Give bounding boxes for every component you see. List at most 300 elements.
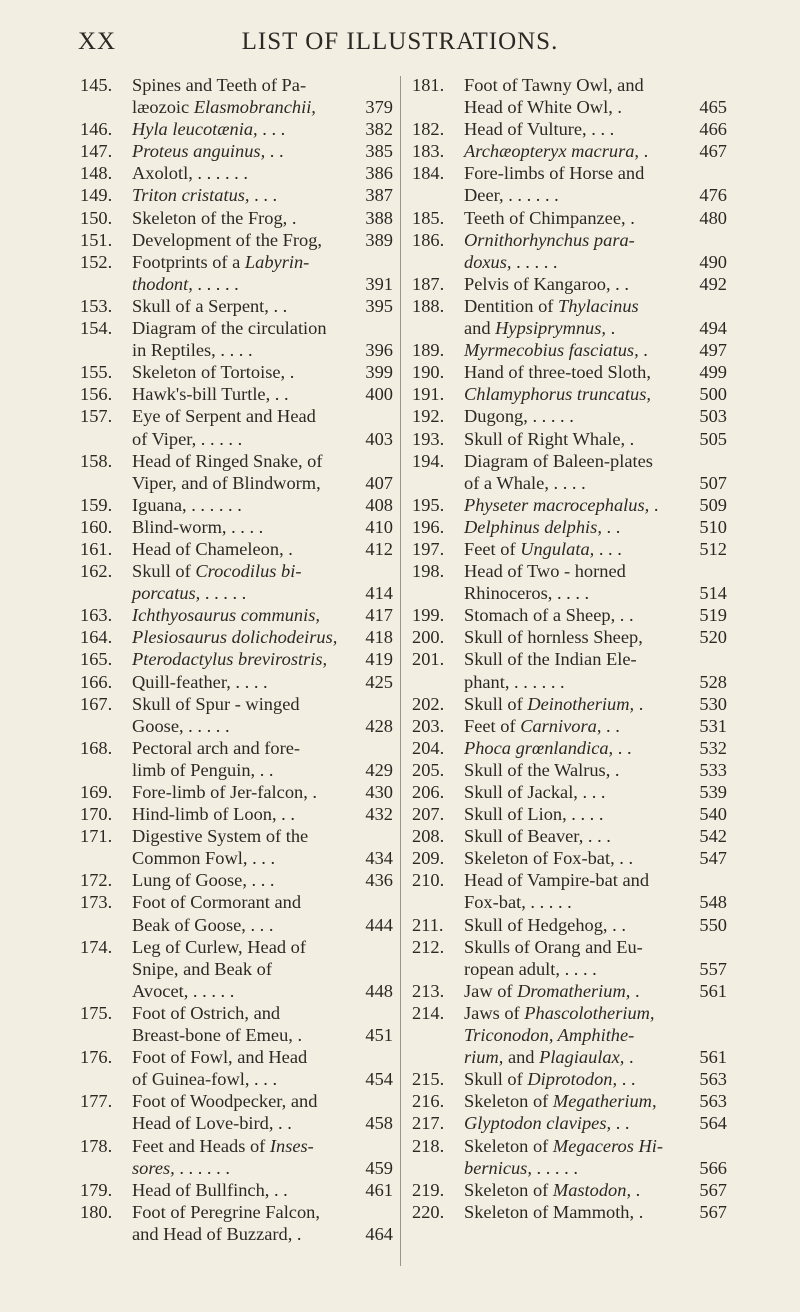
entry-page: 419	[365, 649, 393, 670]
illustration-entry	[412, 273, 727, 295]
left-column	[80, 74, 393, 1245]
illustration-entry	[412, 1112, 727, 1134]
entry-title-text: Diagram of the circulation	[132, 318, 327, 339]
entry-title-line	[464, 184, 727, 206]
illustration-entry	[80, 936, 393, 1002]
entry-title-line	[132, 317, 393, 339]
entry-title-line	[464, 891, 727, 913]
entry-page: 379	[365, 97, 393, 118]
illustration-entry	[80, 229, 393, 251]
entry-title-line	[464, 869, 727, 891]
entry-title-line	[464, 1135, 727, 1157]
entry-title-italic: doxus,	[464, 251, 512, 272]
entry-number: 158.	[80, 450, 113, 471]
entry-title-text: Head of Love-bird, . .	[132, 1113, 292, 1134]
entry-title-text: Skull of	[132, 561, 196, 582]
entry-title-line	[132, 626, 393, 648]
entry-title-line	[464, 1046, 727, 1068]
entry-page: 414	[365, 583, 393, 604]
entry-title-line	[132, 648, 393, 670]
page-number: XX	[78, 28, 117, 55]
entry-title-text: Axolotl, . . . . . .	[132, 163, 248, 184]
entry-number: 197.	[412, 538, 445, 559]
entry-title-text: Skull of Right Whale, .	[464, 428, 635, 449]
illustration-entry	[412, 980, 727, 1002]
entry-title-line	[464, 251, 727, 273]
entry-title-text: Snipe, and Beak of	[132, 958, 272, 979]
entry-title-text: Skeleton of	[464, 1179, 553, 1200]
entry-page: 539	[699, 782, 727, 802]
entry-title-line	[464, 1002, 727, 1024]
entry-number: 215.	[412, 1069, 445, 1090]
illustration-entry	[412, 1090, 727, 1112]
entry-title-text: Fox-bat, . . . . .	[464, 892, 572, 913]
entry-title-line	[464, 118, 727, 140]
entry-title-text: Fore-limb of Jer-falcon, .	[132, 782, 318, 802]
entry-title-line	[464, 715, 727, 737]
entry-title-italic: Proteus anguinus,	[132, 141, 266, 162]
entry-page: 395	[365, 295, 393, 316]
entry-title-line	[132, 825, 393, 847]
entry-number: 148.	[80, 163, 113, 184]
entry-title-text: Jaws of	[464, 1002, 525, 1023]
entry-title-line	[464, 803, 727, 825]
entry-title-italic: Plagiaulax,	[539, 1047, 625, 1068]
entry-title-line	[132, 715, 393, 737]
illustration-entry	[412, 803, 727, 825]
entry-page: 503	[699, 406, 727, 427]
illustration-entry	[80, 251, 393, 295]
entry-title-line	[132, 1135, 393, 1157]
entry-title-text: Head of Bullfinch, . .	[132, 1179, 288, 1200]
illustration-entry	[80, 383, 393, 405]
entry-page: 512	[699, 538, 727, 559]
entry-title-italic: Delphinus delphis,	[464, 516, 602, 537]
illustration-entry	[80, 140, 393, 162]
entry-title-line	[132, 361, 393, 383]
entry-page: 417	[365, 605, 393, 626]
entry-title-line	[464, 582, 727, 604]
entry-page: 547	[699, 848, 727, 869]
entry-title-text: . .	[601, 715, 620, 736]
illustration-entry	[80, 891, 393, 935]
entry-title-line	[464, 383, 727, 405]
entry-title-line	[132, 958, 393, 980]
entry-number: 199.	[412, 605, 445, 626]
entry-page: 391	[365, 273, 393, 294]
entry-number: 155.	[80, 362, 113, 383]
entry-title-text: . .	[613, 737, 632, 758]
entry-title-text: Skull of the Indian Ele-	[464, 649, 637, 670]
entry-title-text: Skull of Lion, . . . .	[464, 804, 604, 825]
entry-title-text: .	[630, 980, 640, 1001]
entry-page: 467	[699, 141, 727, 162]
entry-page: 428	[365, 715, 393, 736]
entry-page: 412	[365, 538, 393, 559]
entry-title-italic: Archæopteryx macrura,	[464, 141, 640, 162]
entry-title-text: Skull of Beaver, . . .	[464, 826, 611, 847]
entry-number: 161.	[80, 538, 113, 559]
entry-title-text: Goose, . . . . .	[132, 715, 230, 736]
entry-page: 399	[365, 362, 393, 383]
entry-title-text: . . .	[594, 538, 622, 559]
entry-title-text: Deer, . . . . . .	[464, 185, 559, 206]
entry-page: 476	[699, 185, 727, 206]
entry-title-text: Fore-limbs of Horse and	[464, 163, 645, 184]
entry-title-line	[132, 671, 393, 693]
entry-page: 418	[365, 627, 393, 648]
entry-title-text: Avocet, . . . . .	[132, 980, 235, 1001]
illustration-entry	[412, 737, 727, 759]
entry-title-line	[464, 1090, 727, 1112]
entry-number: 187.	[412, 273, 445, 294]
entry-title-line	[464, 1024, 727, 1046]
illustration-entry	[412, 538, 727, 560]
illustration-entry	[412, 1179, 727, 1201]
entry-title-italic: porcatus,	[132, 583, 201, 604]
entry-number: 200.	[412, 627, 445, 648]
entry-number: 186.	[412, 229, 445, 250]
entry-number: 196.	[412, 516, 445, 537]
entry-title-text: Skeleton of Tortoise, .	[132, 362, 295, 383]
illustration-entry	[412, 450, 727, 494]
illustration-entry	[80, 361, 393, 383]
entry-number: 185.	[412, 207, 445, 228]
entry-title-text: of Viper, . . . . .	[132, 428, 243, 449]
entry-page: 567	[699, 1179, 727, 1200]
illustration-entry	[80, 648, 393, 670]
entry-number: 208.	[412, 826, 445, 847]
entry-title-italic: Triconodon, Amphithe-	[464, 1025, 635, 1046]
entry-title-italic: bernicus,	[464, 1157, 532, 1178]
illustration-entry	[80, 1201, 393, 1245]
entry-title-italic: Thylacinus	[557, 295, 639, 316]
entry-title-line	[132, 980, 393, 1002]
entry-title-text: .	[606, 318, 616, 339]
entry-title-text: . .	[601, 516, 621, 537]
illustration-entry	[412, 914, 727, 936]
illustration-entry	[80, 737, 393, 781]
entry-title-text: Quill-feather, . . . .	[132, 671, 268, 692]
entry-page: 490	[699, 251, 727, 272]
entry-title-line	[464, 516, 727, 538]
entry-title-text: phant, . . . . . .	[464, 671, 565, 692]
entry-title-text: Eye of Serpent and Head	[132, 406, 316, 427]
entry-title-line	[132, 803, 393, 825]
entry-number: 174.	[80, 936, 113, 957]
illustration-entry	[80, 803, 393, 825]
illustration-entry	[412, 936, 727, 980]
entry-title-line	[132, 1112, 393, 1134]
entry-page: 566	[699, 1157, 727, 1178]
entry-title-line	[464, 1068, 727, 1090]
entry-number: 162.	[80, 561, 113, 582]
entry-page: 563	[699, 1091, 727, 1112]
entry-page: 432	[365, 804, 393, 825]
entry-page: 403	[365, 428, 393, 449]
entry-page: 434	[365, 848, 393, 869]
entry-title-italic: Crocodilus bi-	[195, 561, 302, 582]
entry-number: 150.	[80, 207, 113, 228]
illustration-entry	[80, 317, 393, 361]
illustration-entry	[412, 560, 727, 604]
entry-title-text: . .	[617, 1069, 636, 1090]
entry-page: 497	[699, 340, 727, 361]
entry-title-text: .	[624, 1047, 634, 1068]
entry-page: 389	[365, 229, 393, 250]
entry-title-line	[132, 604, 393, 626]
entry-page: 461	[365, 1179, 393, 1200]
entry-number: 176.	[80, 1047, 113, 1068]
entry-title-italic: rium,	[464, 1047, 504, 1068]
entry-title-italic: Ichthyosaurus communis,	[132, 605, 320, 626]
entry-page: 382	[365, 119, 393, 140]
entry-title-line	[464, 229, 727, 251]
entry-title-text: Skull of	[464, 693, 528, 714]
entry-page: 407	[365, 472, 393, 493]
entry-title-text: Development of the Frog,	[132, 229, 322, 250]
entry-number: 145.	[80, 75, 113, 95]
entry-title-text: .	[634, 693, 644, 714]
entry-title-italic: Glyptodon clavipes,	[464, 1113, 612, 1134]
illustration-entry	[80, 560, 393, 604]
entry-title-italic: Dromatherium,	[517, 980, 631, 1001]
entry-number: 172.	[80, 870, 113, 891]
entry-number: 175.	[80, 1002, 113, 1023]
entry-page: 480	[699, 207, 727, 228]
entry-title-text: Hawk's-bill Turtle, . .	[132, 384, 289, 405]
entry-page: 561	[699, 980, 727, 1001]
entry-title-text: Skeleton of	[464, 1091, 553, 1112]
entry-title-text: Foot of Woodpecker, and	[132, 1091, 318, 1112]
entry-title-line	[464, 361, 727, 383]
entry-title-line	[132, 428, 393, 450]
entry-title-line	[464, 825, 727, 847]
entry-title-line	[464, 450, 727, 472]
entry-title-text: Skull of the Walrus, .	[464, 759, 620, 780]
entry-title-line	[464, 560, 727, 582]
entry-title-line	[132, 869, 393, 891]
entry-title-text: .	[649, 494, 659, 515]
entry-title-italic: Ungulata,	[520, 538, 595, 559]
illustration-entry	[80, 671, 393, 693]
entry-number: 216.	[412, 1091, 445, 1112]
illustration-entry	[412, 1201, 727, 1223]
entry-page: 530	[699, 693, 727, 714]
entry-number: 207.	[412, 804, 445, 825]
entry-title-text: of a Whale, . . . .	[464, 472, 586, 493]
entry-title-text: Hind-limb of Loon, . .	[132, 804, 295, 825]
entry-title-text: Footprints of a	[132, 251, 245, 272]
entry-title-italic: Hypsiprymnus,	[495, 318, 607, 339]
illustration-entry	[412, 339, 727, 361]
entry-number: 151.	[80, 229, 113, 250]
entry-title-line	[464, 1179, 727, 1201]
illustration-entry	[80, 516, 393, 538]
entry-title-line	[464, 339, 727, 361]
entry-number: 210.	[412, 870, 445, 891]
entry-title-line	[464, 693, 727, 715]
entry-title-line	[464, 538, 727, 560]
entry-title-line	[464, 1157, 727, 1179]
entry-number: 190.	[412, 362, 445, 383]
entry-page: 567	[699, 1201, 727, 1222]
illustration-entry	[80, 1002, 393, 1046]
entry-page: 388	[365, 207, 393, 228]
entry-title-italic: Mastodon,	[552, 1179, 632, 1200]
illustration-entry	[80, 494, 393, 516]
entry-page: 448	[365, 980, 393, 1001]
entry-title-text: Digestive System of the	[132, 826, 309, 847]
entry-page: 385	[365, 141, 393, 162]
entry-title-italic: Labyrin-	[244, 251, 310, 272]
entry-page: 451	[365, 1025, 393, 1046]
entry-number: 164.	[80, 627, 113, 648]
entry-number: 188.	[412, 295, 445, 316]
entry-number: 193.	[412, 428, 445, 449]
entry-title-line	[132, 96, 393, 118]
entry-page: 396	[365, 340, 393, 361]
entry-number: 169.	[80, 782, 113, 802]
entry-title-text: Skull of Jackal, . . .	[464, 782, 606, 802]
entry-number: 195.	[412, 494, 445, 515]
entry-title-line	[132, 914, 393, 936]
entry-title-text: Foot of Ostrich, and	[132, 1002, 281, 1023]
entry-title-line	[132, 472, 393, 494]
entry-page: 532	[699, 737, 727, 758]
entry-title-line	[132, 538, 393, 560]
illustration-entry	[80, 1179, 393, 1201]
entry-title-italic: Inses-	[269, 1135, 314, 1156]
entry-title-text: Breast-bone of Emeu, .	[132, 1025, 303, 1046]
entry-title-italic: Pterodactylus brevirostris,	[132, 649, 328, 670]
entry-title-text: Head of Vampire-bat and	[464, 870, 650, 891]
entry-title-line	[132, 560, 393, 582]
entry-page: 500	[699, 384, 727, 405]
entry-title-line	[132, 1179, 393, 1201]
entry-title-line	[464, 428, 727, 450]
entry-title-text: Pelvis of Kangaroo, . .	[464, 273, 629, 294]
entry-number: 192.	[412, 406, 445, 427]
entry-page: 387	[365, 185, 393, 206]
entry-title-text: . . .	[249, 185, 278, 206]
entry-number: 178.	[80, 1135, 113, 1156]
entry-page: 550	[699, 914, 727, 935]
illustration-entry	[412, 781, 727, 803]
entry-title-line	[464, 1112, 727, 1134]
column-divider	[400, 76, 401, 1266]
entry-title-italic: Deinotherium,	[527, 693, 635, 714]
entry-number: 206.	[412, 782, 445, 802]
entry-page: 400	[365, 384, 393, 405]
entry-title-text: Spines and Teeth of Pa-	[132, 75, 307, 95]
entry-title-text: and Head of Buzzard, .	[132, 1223, 302, 1244]
entry-page: 507	[699, 472, 727, 493]
illustration-entry	[412, 626, 727, 648]
entry-number: 154.	[80, 318, 113, 339]
entry-title-line	[132, 759, 393, 781]
entry-page: 548	[699, 892, 727, 913]
illustration-entry	[412, 383, 727, 405]
illustration-entry	[412, 1068, 727, 1090]
entry-title-italic: Phoca grœnlandica,	[464, 737, 614, 758]
entry-title-line	[132, 229, 393, 251]
entry-title-text: .	[631, 1179, 641, 1200]
entry-title-text: . .	[611, 1113, 630, 1134]
entry-title-line	[132, 184, 393, 206]
entry-title-line	[132, 847, 393, 869]
entry-title-text: Foot of Cormorant and	[132, 892, 302, 913]
entry-number: 166.	[80, 671, 113, 692]
entry-title-text: Head of Ringed Snake, of	[132, 450, 323, 471]
illustration-entry	[80, 626, 393, 648]
entry-number: 205.	[412, 759, 445, 780]
entry-title-line	[132, 1002, 393, 1024]
entry-title-text: Feet of	[464, 715, 521, 736]
entry-title-line	[464, 273, 727, 295]
illustration-entry	[80, 295, 393, 317]
entry-title-line	[464, 162, 727, 184]
entry-number: 173.	[80, 892, 113, 913]
entry-number: 213.	[412, 980, 445, 1001]
entry-page: 563	[699, 1069, 727, 1090]
entry-title-italic: Elasmobranchii,	[193, 97, 316, 118]
entry-title-italic: Triton cristatus,	[132, 185, 250, 206]
entry-number: 189.	[412, 340, 445, 361]
entry-number: 203.	[412, 715, 445, 736]
entry-title-text: Skull of Hedgehog, . .	[464, 914, 626, 935]
entry-title-line	[132, 140, 393, 162]
entry-title-text: Lung of Goose, . . .	[132, 870, 275, 891]
entry-title-line	[464, 405, 727, 427]
entry-title-line	[132, 118, 393, 140]
page-header	[0, 28, 800, 64]
entry-title-line	[464, 140, 727, 162]
entry-number: 157.	[80, 406, 113, 427]
entry-title-text: in Reptiles, . . . .	[132, 340, 253, 361]
entry-page: 444	[365, 914, 393, 935]
entry-title-text: Skull of a Serpent, . .	[132, 295, 288, 316]
entry-page: 540	[699, 804, 727, 825]
entry-title-line	[132, 339, 393, 361]
entry-title-text: . .	[265, 141, 284, 162]
illustration-entry	[80, 450, 393, 494]
entry-number: 167.	[80, 693, 113, 714]
illustration-entry	[412, 516, 727, 538]
entry-title-text: Viper, and of Blindworm,	[132, 472, 321, 493]
entry-number: 212.	[412, 936, 445, 957]
entry-title-line	[464, 980, 727, 1002]
entry-number: 159.	[80, 494, 113, 515]
entry-title-text: læozoic	[132, 97, 194, 118]
illustration-entry	[412, 118, 727, 140]
illustration-entry	[412, 648, 727, 692]
illustration-entry	[412, 405, 727, 427]
entry-number: 171.	[80, 826, 113, 847]
illustration-entry	[412, 295, 727, 339]
entry-title-italic: Myrmecobius fasciatus,	[464, 340, 639, 361]
entry-title-italic: Carnivora,	[520, 715, 602, 736]
entry-title-line	[132, 494, 393, 516]
illustration-entry	[412, 869, 727, 913]
illustration-entry	[412, 1135, 727, 1179]
entry-title-line	[132, 781, 393, 803]
illustration-entry	[80, 1135, 393, 1179]
entry-page: 510	[699, 516, 727, 537]
illustration-entry	[80, 869, 393, 891]
illustration-entry	[80, 825, 393, 869]
entry-title-line	[132, 450, 393, 472]
